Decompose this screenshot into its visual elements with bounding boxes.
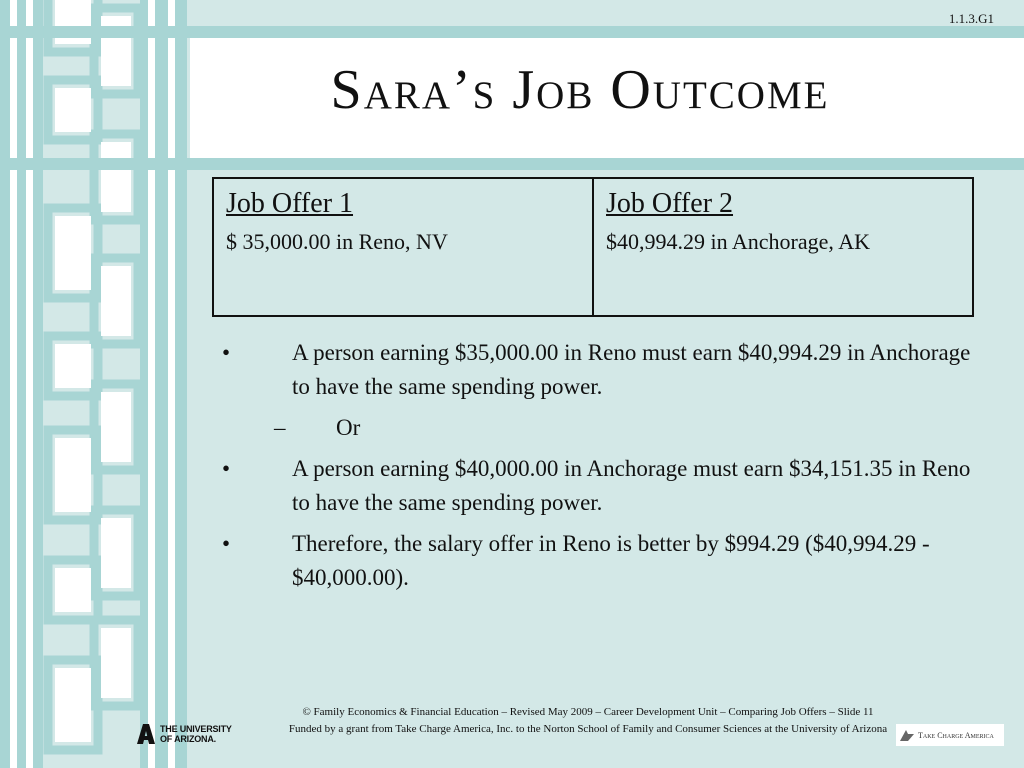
bullet-marker: • <box>222 340 231 365</box>
block-a-icon <box>136 723 156 745</box>
bullet-item <box>222 336 972 404</box>
university-logo-line2: OF ARIZONA. <box>160 734 216 744</box>
bullet-list <box>222 336 972 602</box>
decorative-lattice <box>0 0 200 768</box>
take-charge-america-text: Take Charge America <box>918 730 994 740</box>
dash-marker: – <box>274 415 286 440</box>
job-offer-1-detail: $ 35,000.00 in Reno, NV <box>226 228 448 254</box>
job-offer-2-cell <box>592 179 972 315</box>
title-band-bottom <box>0 158 1024 170</box>
bullet-text: A person earning $40,000.00 in Anchorage must earn $34,151.35 in Reno to have the same spending power. <box>292 456 971 515</box>
slide-title: Sara’s Job Outcome <box>330 59 830 121</box>
bullet-item <box>222 527 972 595</box>
bullet-text: A person earning $35,000.00 in Reno must earn $40,994.29 in Anchorage to have the same spending power. <box>292 340 971 399</box>
slide-id: 1.1.3.G1 <box>948 11 994 26</box>
job-offer-1-cell <box>214 179 592 315</box>
footer-funding: Funded by a grant from Take Charge America, Inc. to the Norton School of Family and Consumer Sciences at the University of Arizona <box>288 723 888 735</box>
job-offer-1-title: Job Offer 1 <box>226 188 354 219</box>
bullet-text: Therefore, the salary offer in Reno is better by $994.29 ($40,994.29 - $40,000.00). <box>292 531 930 590</box>
job-offers-table <box>212 177 974 317</box>
bullet-text: Or <box>336 415 361 440</box>
bullet-item <box>222 452 972 520</box>
take-charge-america-logo <box>896 724 1004 746</box>
job-offer-2-detail: $40,994.29 in Anchorage, AK <box>606 228 870 254</box>
university-logo-line1: THE UNIVERSITY <box>160 724 232 734</box>
footer <box>238 704 938 738</box>
bullet-marker: • <box>222 456 231 481</box>
title-band-top <box>0 26 1024 38</box>
job-offer-2-title: Job Offer 2 <box>606 188 734 219</box>
sub-bullet-item <box>222 411 972 445</box>
university-of-arizona-logo <box>136 723 232 745</box>
bullet-marker: • <box>222 531 231 556</box>
footer-copyright: © Family Economics & Financial Education – Revised May 2009 – Career Development Unit – Comparing Job Offers – Slide 11 <box>302 706 874 718</box>
take-charge-america-icon <box>899 728 915 742</box>
